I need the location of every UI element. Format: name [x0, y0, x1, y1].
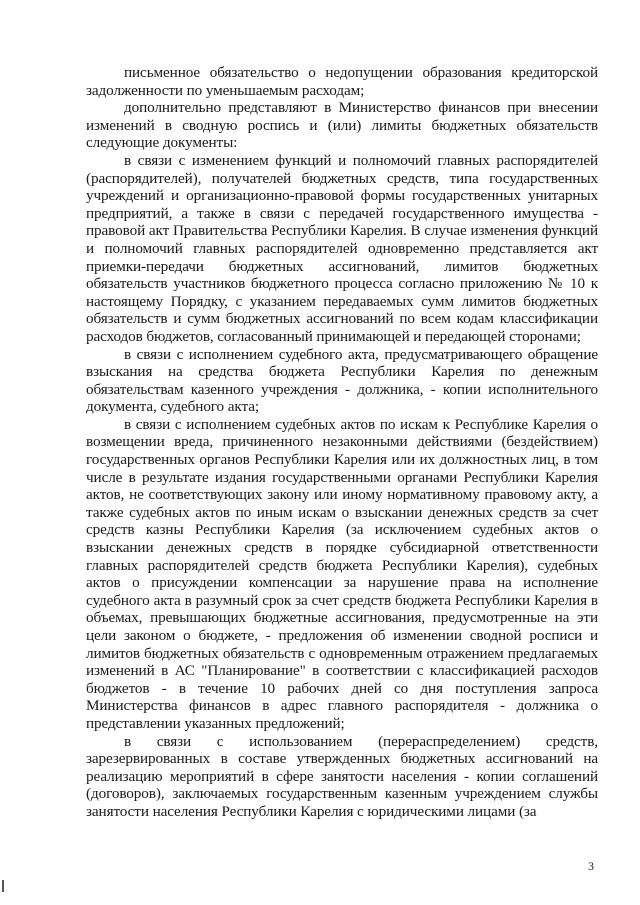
document-body [86, 64, 598, 821]
paragraph-6: в связи с использованием (перераспределением) средств, зарезервированных в составе утвержденных бюджетных ассигнований на реализацию мероприятий в сфере занятости населения - копии соглашений (договоров), заключаемых государственным казенным учреждением службы занятости населения Республики Карелия с юридическими лицами (за [86, 732, 598, 820]
paragraph-2: дополнительно представляют в Министерство финансов при внесении изменений в сводную роспись и (или) лимиты бюджетных обязательств следующие документы: [86, 99, 598, 152]
paragraph-4: в связи с исполнением судебного акта, предусматривающего обращение взыскания на средства бюджета Республики Карелия по денежным обязательствам казенного учреждения - должника, - копии исполнительного документа, судебного акта; [86, 345, 598, 416]
paragraph-3: в связи с изменением функций и полномочий главных распорядителей (распорядителей), получателей бюджетных средств, типа государственных учреждений и организационно-правовой формы государственных унитарных предприятий, а также в связи с передачей государственного имущества - правовой акт Правительства Республики Карелия. В случае изменения функций и полномочий главных распорядителей одновременно представляется акт приемки-передачи бюджетных ассигнований, лимитов бюджетных обязательств участников бюджетного процесса согласно приложению № 10 к настоящему Порядку, с указанием передаваемых сумм лимитов бюджетных обязательств и сумм бюджетных ассигнований по всем кодам классификации расходов бюджетов, согласованный принимающей и передающей сторонами; [86, 151, 598, 345]
paragraph-5: в связи с исполнением судебных актов по искам к Республике Карелия о возмещении вреда, причиненного незаконными действиями (бездействием) государственных органов Республики Карелия или их должностных лиц, в том числе в результате издания государственными органами Республики Карелия актов, не соответствующих закону или иному нормативному правовому акту, а также судебных актов по иным искам о взыскании денежных средств за счет средств казны Республики Карелия (за исключением судебных актов о взыскании денежных средств в порядке субсидиарной ответственности главных распорядителей средств бюджета Республики Карелия), судебных актов о присуждении компенсации за нарушение права на исполнение судебного акта в разумный срок за счет средств бюджета Республики Карелия в объемах, превышающих бюджетные ассигнования, предусмотренные на эти цели законом о бюджете, - предложения об изменении сводной росписи и лимитов бюджетных обязательств с одновременным отражением предлагаемых изменений в АС "Планирование" в соответствии с классификацией расходов бюджетов - в течение 10 рабочих дней со дня поступления запроса Министерства финансов в адрес главного распорядителя - должника о представлении указанных предложений; [86, 415, 598, 732]
page-number: 3 [588, 859, 594, 873]
scan-artifact [2, 880, 4, 892]
paragraph-1: письменное обязательство о недопущении образования кредиторской задолженности по уменьшаемым расходам; [86, 64, 598, 99]
